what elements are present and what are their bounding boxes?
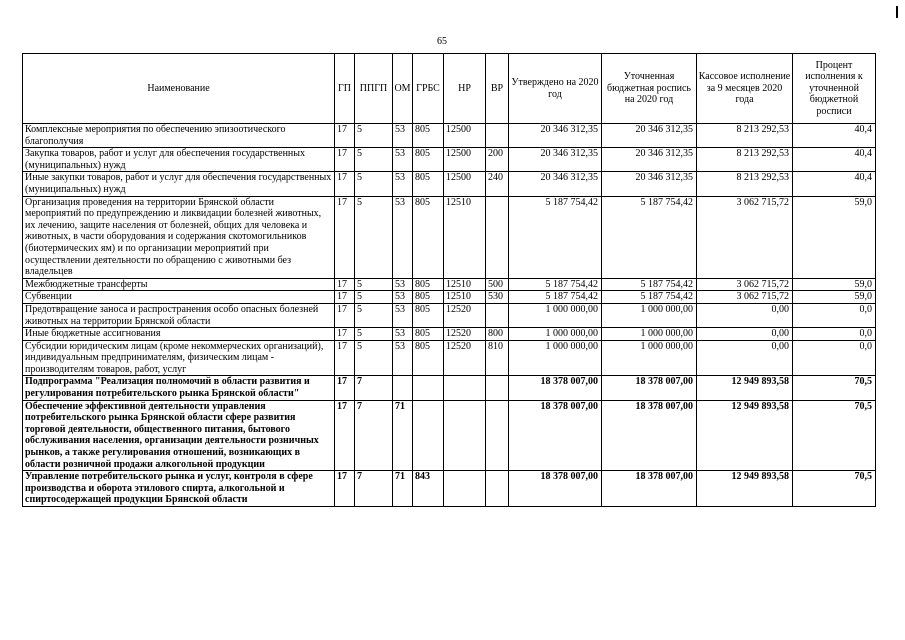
table-row (23, 124, 876, 148)
cell-cash: 8 213 292,53 (697, 172, 793, 196)
cell-vr (486, 196, 509, 278)
cell-om: 53 (393, 124, 413, 148)
cell-ppgp: 5 (355, 124, 393, 148)
cell-percent: 59,0 (793, 278, 876, 291)
cell-name: Закупка товаров, работ и услуг для обеспечения государственных (муниципальных) нужд (23, 148, 335, 172)
cell-gp: 17 (335, 148, 355, 172)
cell-grbs: 805 (413, 124, 444, 148)
cell-approved: 18 378 007,00 (509, 400, 602, 471)
cell-cash: 8 213 292,53 (697, 124, 793, 148)
cell-vr (486, 400, 509, 471)
cell-om: 53 (393, 148, 413, 172)
cell-approved: 20 346 312,35 (509, 172, 602, 196)
cell-approved: 5 187 754,42 (509, 196, 602, 278)
cell-refined: 1 000 000,00 (602, 303, 697, 327)
cell-ppgp: 7 (355, 400, 393, 471)
cell-nr: 12500 (444, 172, 486, 196)
cell-refined: 5 187 754,42 (602, 196, 697, 278)
cell-approved: 5 187 754,42 (509, 291, 602, 304)
cell-vr (486, 376, 509, 400)
header-refined: Уточненная бюджетная роспись на 2020 год (602, 54, 697, 124)
cell-ppgp: 5 (355, 172, 393, 196)
cell-gp: 17 (335, 400, 355, 471)
cell-vr (486, 124, 509, 148)
cell-gp: 17 (335, 278, 355, 291)
cell-om: 53 (393, 172, 413, 196)
cell-ppgp: 5 (355, 303, 393, 327)
cell-percent: 0,0 (793, 328, 876, 341)
table-row (23, 471, 876, 507)
cell-cash: 12 949 893,58 (697, 400, 793, 471)
cell-refined: 18 378 007,00 (602, 376, 697, 400)
cell-om: 71 (393, 400, 413, 471)
table-row (23, 328, 876, 341)
cell-nr: 12510 (444, 291, 486, 304)
cell-gp: 17 (335, 196, 355, 278)
cell-name: Управление потребительского рынка и услуг, контроля в сфере производства и оборота этилового спирта, алкогольной и спиртосодержащей продукции Брянской области (23, 471, 335, 507)
cell-ppgp: 7 (355, 376, 393, 400)
cell-om (393, 376, 413, 400)
cell-vr: 800 (486, 328, 509, 341)
cell-refined: 1 000 000,00 (602, 340, 697, 376)
cell-gp: 17 (335, 376, 355, 400)
cell-nr: 12500 (444, 148, 486, 172)
table-row (23, 172, 876, 196)
cell-approved: 20 346 312,35 (509, 124, 602, 148)
cell-gp: 17 (335, 291, 355, 304)
header-gp: ГП (335, 54, 355, 124)
cell-name: Предотвращение заноса и распространения особо опасных болезней животных на территории Брянской области (23, 303, 335, 327)
table-row (23, 291, 876, 304)
cell-nr (444, 471, 486, 507)
table-row (23, 376, 876, 400)
cell-percent: 40,4 (793, 172, 876, 196)
cell-name: Субсидии юридическим лицам (кроме некоммерческих организаций), индивидуальным предпринимателям, физическим лицам - производителям товаров, работ, услуг (23, 340, 335, 376)
header-nr: НР (444, 54, 486, 124)
cell-gp: 17 (335, 124, 355, 148)
cell-cash: 3 062 715,72 (697, 278, 793, 291)
cell-name: Межбюджетные трансферты (23, 278, 335, 291)
cell-name: Подпрограмма "Реализация полномочий в области развития и регулирования потребительского рынка Брянской области" (23, 376, 335, 400)
cell-ppgp: 5 (355, 196, 393, 278)
cell-gp: 17 (335, 172, 355, 196)
header-ppgp: ППГП (355, 54, 393, 124)
page-number: 65 (437, 36, 447, 47)
cell-nr (444, 400, 486, 471)
cell-grbs: 805 (413, 340, 444, 376)
cell-gp: 17 (335, 471, 355, 507)
cell-approved: 1 000 000,00 (509, 340, 602, 376)
cell-vr: 500 (486, 278, 509, 291)
cell-nr: 12520 (444, 328, 486, 341)
cell-refined: 20 346 312,35 (602, 172, 697, 196)
cell-ppgp: 5 (355, 291, 393, 304)
header-cash: Кассовое исполнение за 9 месяцев 2020 года (697, 54, 793, 124)
cell-nr (444, 376, 486, 400)
cell-gp: 17 (335, 340, 355, 376)
cell-gp: 17 (335, 303, 355, 327)
header-name: Наименование (23, 54, 335, 124)
cell-gp: 17 (335, 328, 355, 341)
cell-nr: 12520 (444, 340, 486, 376)
cell-ppgp: 5 (355, 278, 393, 291)
cell-grbs: 805 (413, 303, 444, 327)
cell-refined: 5 187 754,42 (602, 278, 697, 291)
cell-name: Комплексные мероприятия по обеспечению эпизоотического благополучия (23, 124, 335, 148)
cell-vr (486, 471, 509, 507)
table-row (23, 148, 876, 172)
cell-name: Субвенции (23, 291, 335, 304)
cell-name: Иные бюджетные ассигнования (23, 328, 335, 341)
cell-ppgp: 5 (355, 328, 393, 341)
cell-percent: 40,4 (793, 148, 876, 172)
cell-cash: 3 062 715,72 (697, 196, 793, 278)
cell-percent: 59,0 (793, 291, 876, 304)
table-row (23, 303, 876, 327)
table-body (23, 124, 876, 507)
cell-cash: 12 949 893,58 (697, 376, 793, 400)
cell-ppgp: 5 (355, 148, 393, 172)
page-edge-mark (896, 6, 898, 18)
cell-percent: 0,0 (793, 340, 876, 376)
cell-vr: 810 (486, 340, 509, 376)
cell-approved: 18 378 007,00 (509, 471, 602, 507)
cell-om: 71 (393, 471, 413, 507)
cell-om: 53 (393, 340, 413, 376)
cell-approved: 18 378 007,00 (509, 376, 602, 400)
cell-name: Организация проведения на территории Брянской области мероприятий по предупреждению и ликвидации болезней животных, их лечению, защите населения от болезней, общих для человека и животных, в части оборудования и содержания скотомогильников (биотермических ям) и по организации мероприятий при осуществлении деятельности по обращению с животными без владельцев (23, 196, 335, 278)
cell-percent: 0,0 (793, 303, 876, 327)
cell-refined: 20 346 312,35 (602, 124, 697, 148)
cell-ppgp: 7 (355, 471, 393, 507)
header-grbs: ГРБС (413, 54, 444, 124)
cell-name: Обеспечение эффективной деятельности управления потребительского рынка Брянской области сфере развития торговой деятельности, общественного питания, бытового обслуживания населения, организации деятельности розничных рынков, а также регулирования отношений, возникающих в области розничной продажи алкогольной продукции (23, 400, 335, 471)
header-vr: ВР (486, 54, 509, 124)
cell-approved: 1 000 000,00 (509, 328, 602, 341)
cell-cash: 12 949 893,58 (697, 471, 793, 507)
cell-cash: 3 062 715,72 (697, 291, 793, 304)
table-row (23, 278, 876, 291)
table-row (23, 400, 876, 471)
cell-nr: 12510 (444, 196, 486, 278)
cell-refined: 18 378 007,00 (602, 471, 697, 507)
cell-ppgp: 5 (355, 340, 393, 376)
cell-percent: 70,5 (793, 376, 876, 400)
cell-grbs: 805 (413, 172, 444, 196)
table-header-row (23, 54, 876, 124)
cell-om: 53 (393, 303, 413, 327)
cell-cash: 0,00 (697, 303, 793, 327)
cell-approved: 1 000 000,00 (509, 303, 602, 327)
cell-nr: 12500 (444, 124, 486, 148)
table-row (23, 196, 876, 278)
cell-cash: 8 213 292,53 (697, 148, 793, 172)
cell-om: 53 (393, 291, 413, 304)
cell-percent: 59,0 (793, 196, 876, 278)
cell-refined: 20 346 312,35 (602, 148, 697, 172)
header-percent: Процент исполнения к уточненной бюджетной росписи (793, 54, 876, 124)
cell-grbs: 843 (413, 471, 444, 507)
cell-refined: 18 378 007,00 (602, 400, 697, 471)
cell-grbs: 805 (413, 196, 444, 278)
cell-vr: 530 (486, 291, 509, 304)
budget-table (22, 53, 876, 507)
cell-approved: 20 346 312,35 (509, 148, 602, 172)
cell-grbs: 805 (413, 278, 444, 291)
cell-om: 53 (393, 278, 413, 291)
cell-om: 53 (393, 328, 413, 341)
cell-percent: 40,4 (793, 124, 876, 148)
cell-cash: 0,00 (697, 328, 793, 341)
cell-om: 53 (393, 196, 413, 278)
cell-grbs (413, 376, 444, 400)
cell-approved: 5 187 754,42 (509, 278, 602, 291)
cell-vr: 240 (486, 172, 509, 196)
cell-vr (486, 303, 509, 327)
cell-vr: 200 (486, 148, 509, 172)
cell-name: Иные закупки товаров, работ и услуг для обеспечения государственных (муниципальных) нужд (23, 172, 335, 196)
cell-nr: 12520 (444, 303, 486, 327)
cell-percent: 70,5 (793, 471, 876, 507)
header-om: ОМ (393, 54, 413, 124)
cell-grbs: 805 (413, 291, 444, 304)
cell-refined: 5 187 754,42 (602, 291, 697, 304)
cell-grbs: 805 (413, 148, 444, 172)
header-approved: Утверждено на 2020 год (509, 54, 602, 124)
cell-grbs: 805 (413, 328, 444, 341)
cell-grbs (413, 400, 444, 471)
cell-percent: 70,5 (793, 400, 876, 471)
cell-cash: 0,00 (697, 340, 793, 376)
table-row (23, 340, 876, 376)
cell-refined: 1 000 000,00 (602, 328, 697, 341)
cell-nr: 12510 (444, 278, 486, 291)
